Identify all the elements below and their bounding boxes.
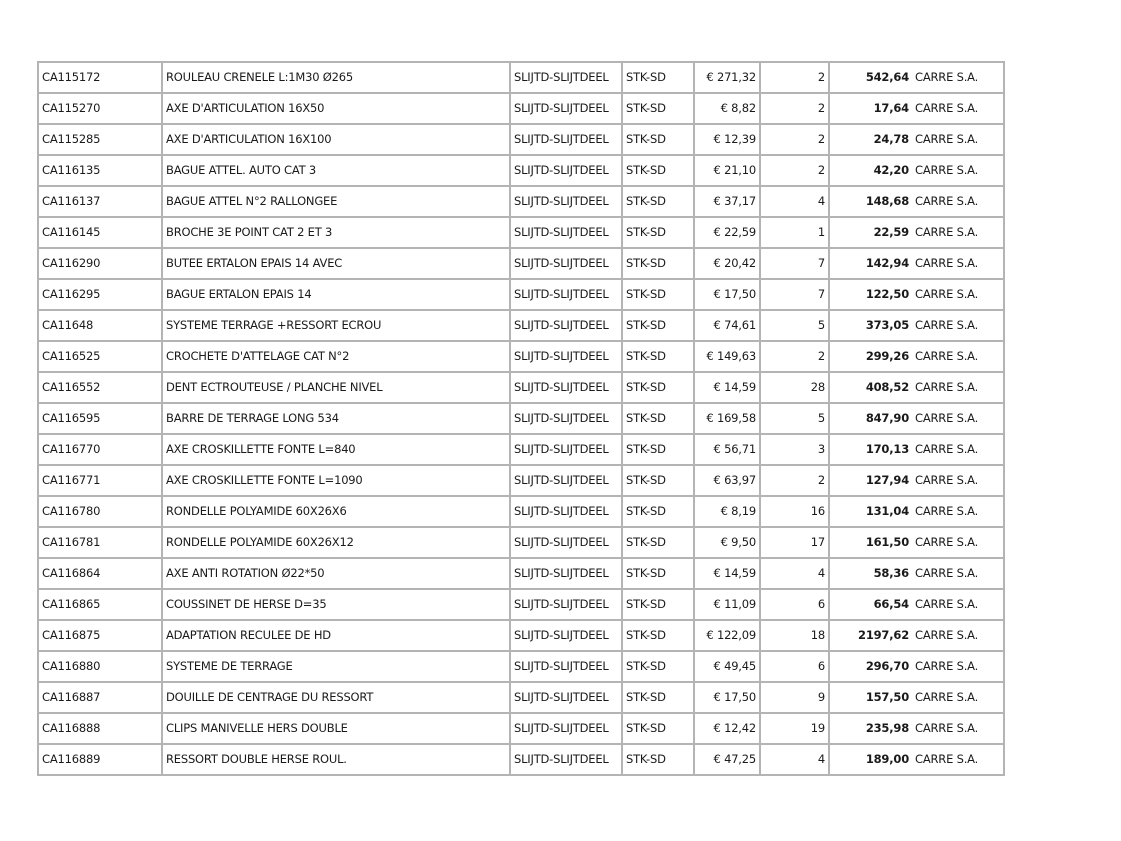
table-row: [38, 186, 1004, 217]
description-cell: BAGUE ATTEL. AUTO CAT 3: [162, 155, 510, 186]
category-cell: SLIJTD-SLIJTDEEL: [510, 341, 622, 372]
category-cell: SLIJTD-SLIJTDEEL: [510, 93, 622, 124]
part-code-cell: CA116295: [38, 279, 162, 310]
category-cell: SLIJTD-SLIJTDEEL: [510, 527, 622, 558]
line-total-cell: 148,68: [829, 186, 912, 217]
quantity-cell: 2: [760, 62, 829, 93]
description-cell: BAGUE ATTEL N°2 RALLONGEE: [162, 186, 510, 217]
unit-cell: STK-SD: [622, 465, 694, 496]
description-cell: RONDELLE POLYAMIDE 60X26X12: [162, 527, 510, 558]
parts-table-body: [38, 62, 1004, 775]
quantity-cell: 4: [760, 558, 829, 589]
line-total-cell: 542,64: [829, 62, 912, 93]
category-cell: SLIJTD-SLIJTDEEL: [510, 217, 622, 248]
unit-price-cell: € 11,09: [694, 589, 760, 620]
category-cell: SLIJTD-SLIJTDEEL: [510, 589, 622, 620]
line-total-cell: 408,52: [829, 372, 912, 403]
unit-cell: STK-SD: [622, 558, 694, 589]
parts-table: [37, 61, 1005, 776]
part-code-cell: CA116770: [38, 434, 162, 465]
quantity-cell: 1: [760, 217, 829, 248]
description-cell: BAGUE ERTALON EPAIS 14: [162, 279, 510, 310]
quantity-cell: 16: [760, 496, 829, 527]
unit-cell: STK-SD: [622, 124, 694, 155]
unit-price-cell: € 12,42: [694, 713, 760, 744]
part-code-cell: CA116145: [38, 217, 162, 248]
category-cell: SLIJTD-SLIJTDEEL: [510, 248, 622, 279]
unit-price-cell: € 169,58: [694, 403, 760, 434]
quantity-cell: 28: [760, 372, 829, 403]
supplier-cell: CARRE S.A.: [912, 372, 1004, 403]
supplier-cell: CARRE S.A.: [912, 248, 1004, 279]
description-cell: CROCHETE D'ATTELAGE CAT N°2: [162, 341, 510, 372]
table-row: [38, 279, 1004, 310]
unit-cell: STK-SD: [622, 713, 694, 744]
unit-price-cell: € 9,50: [694, 527, 760, 558]
category-cell: SLIJTD-SLIJTDEEL: [510, 434, 622, 465]
quantity-cell: 17: [760, 527, 829, 558]
table-row: [38, 62, 1004, 93]
table-row: [38, 124, 1004, 155]
line-total-cell: 2197,62: [829, 620, 912, 651]
unit-price-cell: € 14,59: [694, 558, 760, 589]
quantity-cell: 2: [760, 93, 829, 124]
unit-price-cell: € 12,39: [694, 124, 760, 155]
part-code-cell: CA115172: [38, 62, 162, 93]
table-row: [38, 527, 1004, 558]
category-cell: SLIJTD-SLIJTDEEL: [510, 124, 622, 155]
table-row: [38, 496, 1004, 527]
category-cell: SLIJTD-SLIJTDEEL: [510, 403, 622, 434]
quantity-cell: 6: [760, 651, 829, 682]
quantity-cell: 5: [760, 310, 829, 341]
unit-price-cell: € 74,61: [694, 310, 760, 341]
supplier-cell: CARRE S.A.: [912, 713, 1004, 744]
description-cell: SYSTEME DE TERRAGE: [162, 651, 510, 682]
description-cell: AXE D'ARTICULATION 16X100: [162, 124, 510, 155]
line-total-cell: 189,00: [829, 744, 912, 775]
line-total-cell: 299,26: [829, 341, 912, 372]
line-total-cell: 161,50: [829, 527, 912, 558]
unit-cell: STK-SD: [622, 372, 694, 403]
description-cell: BUTEE ERTALON EPAIS 14 AVEC: [162, 248, 510, 279]
line-total-cell: 17,64: [829, 93, 912, 124]
part-code-cell: CA116595: [38, 403, 162, 434]
supplier-cell: CARRE S.A.: [912, 310, 1004, 341]
description-cell: AXE CROSKILLETTE FONTE L=1090: [162, 465, 510, 496]
unit-cell: STK-SD: [622, 744, 694, 775]
description-cell: RONDELLE POLYAMIDE 60X26X6: [162, 496, 510, 527]
table-row: [38, 465, 1004, 496]
table-row: [38, 248, 1004, 279]
unit-price-cell: € 20,42: [694, 248, 760, 279]
quantity-cell: 6: [760, 589, 829, 620]
quantity-cell: 4: [760, 186, 829, 217]
table-row: [38, 155, 1004, 186]
supplier-cell: CARRE S.A.: [912, 155, 1004, 186]
part-code-cell: CA11648: [38, 310, 162, 341]
table-row: [38, 403, 1004, 434]
supplier-cell: CARRE S.A.: [912, 217, 1004, 248]
description-cell: AXE CROSKILLETTE FONTE L=840: [162, 434, 510, 465]
supplier-cell: CARRE S.A.: [912, 589, 1004, 620]
quantity-cell: 2: [760, 155, 829, 186]
quantity-cell: 4: [760, 744, 829, 775]
description-cell: DOUILLE DE CENTRAGE DU RESSORT: [162, 682, 510, 713]
table-row: [38, 682, 1004, 713]
supplier-cell: CARRE S.A.: [912, 465, 1004, 496]
line-total-cell: 58,36: [829, 558, 912, 589]
description-cell: BARRE DE TERRAGE LONG 534: [162, 403, 510, 434]
unit-price-cell: € 63,97: [694, 465, 760, 496]
line-total-cell: 847,90: [829, 403, 912, 434]
description-cell: DENT ECTROUTEUSE / PLANCHE NIVEL: [162, 372, 510, 403]
line-total-cell: 66,54: [829, 589, 912, 620]
quantity-cell: 19: [760, 713, 829, 744]
unit-cell: STK-SD: [622, 248, 694, 279]
unit-cell: STK-SD: [622, 434, 694, 465]
unit-cell: STK-SD: [622, 279, 694, 310]
supplier-cell: CARRE S.A.: [912, 558, 1004, 589]
unit-cell: STK-SD: [622, 62, 694, 93]
part-code-cell: CA116781: [38, 527, 162, 558]
table-row: [38, 93, 1004, 124]
quantity-cell: 7: [760, 279, 829, 310]
part-code-cell: CA116552: [38, 372, 162, 403]
unit-price-cell: € 122,09: [694, 620, 760, 651]
line-total-cell: 24,78: [829, 124, 912, 155]
description-cell: ADAPTATION RECULEE DE HD: [162, 620, 510, 651]
line-total-cell: 42,20: [829, 155, 912, 186]
unit-cell: STK-SD: [622, 589, 694, 620]
supplier-cell: CARRE S.A.: [912, 341, 1004, 372]
quantity-cell: 2: [760, 465, 829, 496]
category-cell: SLIJTD-SLIJTDEEL: [510, 279, 622, 310]
supplier-cell: CARRE S.A.: [912, 124, 1004, 155]
unit-price-cell: € 56,71: [694, 434, 760, 465]
supplier-cell: CARRE S.A.: [912, 682, 1004, 713]
line-total-cell: 122,50: [829, 279, 912, 310]
quantity-cell: 9: [760, 682, 829, 713]
line-total-cell: 131,04: [829, 496, 912, 527]
part-code-cell: CA116887: [38, 682, 162, 713]
part-code-cell: CA116880: [38, 651, 162, 682]
table-row: [38, 310, 1004, 341]
line-total-cell: 296,70: [829, 651, 912, 682]
line-total-cell: 170,13: [829, 434, 912, 465]
part-code-cell: CA116135: [38, 155, 162, 186]
unit-price-cell: € 8,19: [694, 496, 760, 527]
supplier-cell: CARRE S.A.: [912, 527, 1004, 558]
category-cell: SLIJTD-SLIJTDEEL: [510, 186, 622, 217]
part-code-cell: CA116865: [38, 589, 162, 620]
table-row: [38, 372, 1004, 403]
unit-price-cell: € 8,82: [694, 93, 760, 124]
quantity-cell: 2: [760, 341, 829, 372]
unit-price-cell: € 37,17: [694, 186, 760, 217]
part-code-cell: CA116771: [38, 465, 162, 496]
part-code-cell: CA116780: [38, 496, 162, 527]
unit-cell: STK-SD: [622, 651, 694, 682]
unit-price-cell: € 14,59: [694, 372, 760, 403]
category-cell: SLIJTD-SLIJTDEEL: [510, 62, 622, 93]
category-cell: SLIJTD-SLIJTDEEL: [510, 496, 622, 527]
part-code-cell: CA116889: [38, 744, 162, 775]
supplier-cell: CARRE S.A.: [912, 93, 1004, 124]
supplier-cell: CARRE S.A.: [912, 620, 1004, 651]
line-total-cell: 157,50: [829, 682, 912, 713]
table-row: [38, 651, 1004, 682]
table-row: [38, 744, 1004, 775]
unit-price-cell: € 271,32: [694, 62, 760, 93]
description-cell: BROCHE 3E POINT CAT 2 ET 3: [162, 217, 510, 248]
category-cell: SLIJTD-SLIJTDEEL: [510, 620, 622, 651]
table-row: [38, 589, 1004, 620]
part-code-cell: CA116864: [38, 558, 162, 589]
description-cell: AXE ANTI ROTATION Ø22*50: [162, 558, 510, 589]
part-code-cell: CA115285: [38, 124, 162, 155]
category-cell: SLIJTD-SLIJTDEEL: [510, 651, 622, 682]
line-total-cell: 22,59: [829, 217, 912, 248]
supplier-cell: CARRE S.A.: [912, 434, 1004, 465]
unit-price-cell: € 149,63: [694, 341, 760, 372]
supplier-cell: CARRE S.A.: [912, 744, 1004, 775]
line-total-cell: 235,98: [829, 713, 912, 744]
part-code-cell: CA116290: [38, 248, 162, 279]
description-cell: ROULEAU CRENELE L:1M30 Ø265: [162, 62, 510, 93]
unit-cell: STK-SD: [622, 310, 694, 341]
part-code-cell: CA116137: [38, 186, 162, 217]
category-cell: SLIJTD-SLIJTDEEL: [510, 682, 622, 713]
unit-cell: STK-SD: [622, 93, 694, 124]
table-row: [38, 620, 1004, 651]
table-row: [38, 434, 1004, 465]
unit-price-cell: € 49,45: [694, 651, 760, 682]
line-total-cell: 142,94: [829, 248, 912, 279]
category-cell: SLIJTD-SLIJTDEEL: [510, 744, 622, 775]
unit-cell: STK-SD: [622, 620, 694, 651]
unit-cell: STK-SD: [622, 403, 694, 434]
part-code-cell: CA116875: [38, 620, 162, 651]
unit-price-cell: € 22,59: [694, 217, 760, 248]
supplier-cell: CARRE S.A.: [912, 186, 1004, 217]
quantity-cell: 2: [760, 124, 829, 155]
table-row: [38, 558, 1004, 589]
line-total-cell: 127,94: [829, 465, 912, 496]
unit-cell: STK-SD: [622, 682, 694, 713]
unit-cell: STK-SD: [622, 217, 694, 248]
description-cell: AXE D'ARTICULATION 16X50: [162, 93, 510, 124]
unit-cell: STK-SD: [622, 496, 694, 527]
supplier-cell: CARRE S.A.: [912, 496, 1004, 527]
line-total-cell: 373,05: [829, 310, 912, 341]
unit-cell: STK-SD: [622, 341, 694, 372]
supplier-cell: CARRE S.A.: [912, 403, 1004, 434]
category-cell: SLIJTD-SLIJTDEEL: [510, 465, 622, 496]
category-cell: SLIJTD-SLIJTDEEL: [510, 713, 622, 744]
unit-price-cell: € 17,50: [694, 682, 760, 713]
category-cell: SLIJTD-SLIJTDEEL: [510, 372, 622, 403]
unit-cell: STK-SD: [622, 186, 694, 217]
part-code-cell: CA116525: [38, 341, 162, 372]
description-cell: CLIPS MANIVELLE HERS DOUBLE: [162, 713, 510, 744]
description-cell: COUSSINET DE HERSE D=35: [162, 589, 510, 620]
description-cell: SYSTEME TERRAGE +RESSORT ECROU: [162, 310, 510, 341]
unit-price-cell: € 21,10: [694, 155, 760, 186]
unit-price-cell: € 17,50: [694, 279, 760, 310]
quantity-cell: 3: [760, 434, 829, 465]
description-cell: RESSORT DOUBLE HERSE ROUL.: [162, 744, 510, 775]
unit-price-cell: € 47,25: [694, 744, 760, 775]
supplier-cell: CARRE S.A.: [912, 62, 1004, 93]
table-row: [38, 713, 1004, 744]
quantity-cell: 18: [760, 620, 829, 651]
quantity-cell: 7: [760, 248, 829, 279]
part-code-cell: CA115270: [38, 93, 162, 124]
unit-cell: STK-SD: [622, 527, 694, 558]
table-row: [38, 341, 1004, 372]
quantity-cell: 5: [760, 403, 829, 434]
supplier-cell: CARRE S.A.: [912, 651, 1004, 682]
category-cell: SLIJTD-SLIJTDEEL: [510, 558, 622, 589]
table-row: [38, 217, 1004, 248]
category-cell: SLIJTD-SLIJTDEEL: [510, 310, 622, 341]
supplier-cell: CARRE S.A.: [912, 279, 1004, 310]
part-code-cell: CA116888: [38, 713, 162, 744]
unit-cell: STK-SD: [622, 155, 694, 186]
category-cell: SLIJTD-SLIJTDEEL: [510, 155, 622, 186]
